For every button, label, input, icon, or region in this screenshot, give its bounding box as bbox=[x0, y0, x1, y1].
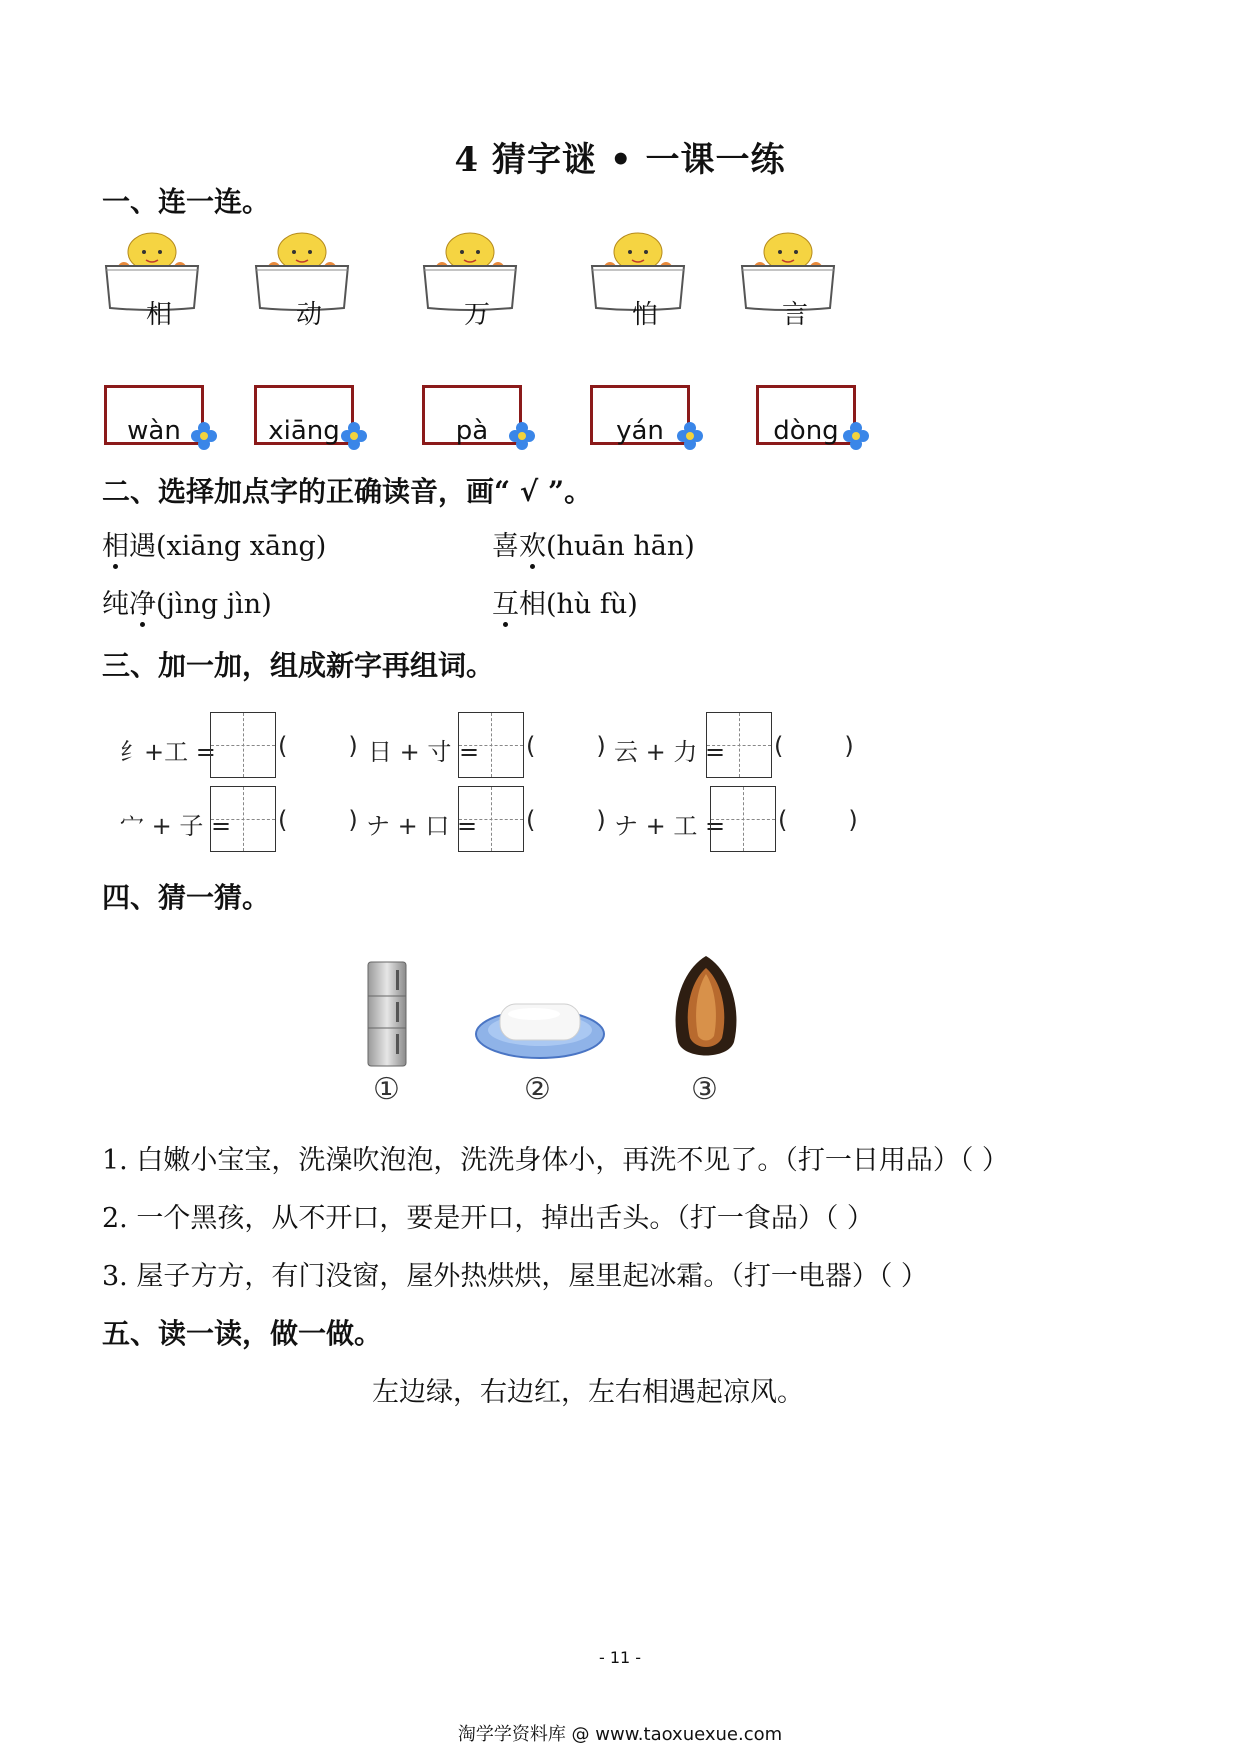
character-writing-box[interactable] bbox=[710, 786, 776, 852]
addition-expression: 云 + 力 = bbox=[614, 738, 726, 766]
addition-expression: ナ + 工 = bbox=[614, 812, 726, 840]
tub-child[interactable] bbox=[254, 232, 364, 332]
poem-line: 左边绿，右边红，左右相遇起凉风。 bbox=[372, 1377, 804, 1408]
tub-character: 相 bbox=[145, 300, 172, 330]
character-writing-box[interactable] bbox=[210, 712, 276, 778]
character-writing-box[interactable] bbox=[706, 712, 772, 778]
tub-character: 万 bbox=[463, 300, 490, 330]
reading-options: (jìng jìn) bbox=[156, 589, 272, 620]
tub-character: 动 bbox=[295, 300, 322, 330]
picture-label-1: ① bbox=[373, 1072, 400, 1107]
pinyin-text: yán bbox=[616, 416, 664, 446]
section-3-heading: 三、加一加，组成新字再组词。 bbox=[102, 649, 495, 682]
reading-item-1[interactable] bbox=[102, 524, 326, 563]
word-answer-blank[interactable]: ( ) bbox=[526, 806, 606, 834]
reading-options: 遇(xiāng xāng) bbox=[129, 531, 327, 562]
pinyin-box[interactable] bbox=[756, 385, 856, 445]
dotted-char: 净 bbox=[129, 582, 156, 621]
word-answer-blank[interactable]: ( ) bbox=[774, 732, 854, 760]
flower-icon bbox=[677, 420, 703, 456]
footer-brand: 淘学学资料库 @ www.taoxuexue.com bbox=[457, 1724, 783, 1745]
tub-character: 言 bbox=[781, 300, 808, 330]
word-answer-blank[interactable]: ( ) bbox=[278, 732, 358, 760]
flower-icon bbox=[843, 420, 869, 456]
soap-image bbox=[470, 990, 610, 1064]
refrigerator-image bbox=[366, 960, 410, 1070]
pinyin-text: wàn bbox=[127, 416, 181, 446]
pinyin-box[interactable] bbox=[104, 385, 204, 445]
dotted-char: 互 bbox=[492, 582, 519, 621]
section-1-heading: 一、连一连。 bbox=[102, 185, 271, 218]
reading-options: (huān hān) bbox=[546, 531, 695, 562]
riddle-1: 1. 白嫩小宝宝，洗澡吹泡泡，洗洗身体小，再洗不见了。（打一日用品）（ ） bbox=[102, 1145, 1009, 1176]
flower-icon bbox=[341, 420, 367, 456]
pinyin-box[interactable] bbox=[254, 385, 354, 445]
riddle-3: 3. 屋子方方，有门没窗，屋外热烘烘，屋里起冰霜。（打一电器）（ ） bbox=[102, 1261, 928, 1292]
addition-expression: ナ + 口 = bbox=[366, 812, 478, 840]
flower-icon bbox=[509, 420, 535, 456]
pinyin-text: dòng bbox=[773, 416, 839, 446]
dotted-char: 欢 bbox=[519, 524, 546, 563]
reading-item-3[interactable] bbox=[102, 582, 272, 621]
dotted-char: 相 bbox=[102, 524, 129, 563]
picture-label-2: ② bbox=[524, 1072, 551, 1107]
reading-options: 相(hù fù) bbox=[519, 589, 638, 620]
addition-expression: 日 + 寸 = bbox=[368, 738, 480, 766]
page-number: - 11 - bbox=[598, 1648, 642, 1667]
word-answer-blank[interactable]: ( ) bbox=[526, 732, 606, 760]
character-writing-box[interactable] bbox=[458, 712, 524, 778]
addition-expression: 宀 + 子 = bbox=[120, 812, 232, 840]
section-4-heading: 四、猜一猜。 bbox=[102, 881, 271, 914]
addition-expression: 纟+工 = bbox=[120, 738, 216, 766]
pinyin-box[interactable] bbox=[422, 385, 522, 445]
section-5-heading: 五、读一读，做一做。 bbox=[102, 1317, 383, 1350]
tub-child[interactable] bbox=[104, 232, 214, 332]
flower-icon bbox=[191, 420, 217, 456]
word-answer-blank[interactable]: ( ) bbox=[778, 806, 858, 834]
character-writing-box[interactable] bbox=[210, 786, 276, 852]
tub-child[interactable] bbox=[740, 232, 850, 332]
reading-item-2[interactable] bbox=[492, 524, 695, 563]
tub-character: 怕 bbox=[631, 300, 658, 330]
pinyin-text: xiāng bbox=[268, 416, 340, 446]
reading-item-4[interactable] bbox=[492, 582, 638, 621]
tub-child[interactable] bbox=[590, 232, 700, 332]
pinyin-box[interactable] bbox=[590, 385, 690, 445]
riddle-2: 2. 一个黑孩，从不开口，要是开口，掉出舌头。（打一食品）（ ） bbox=[102, 1203, 874, 1234]
tub-child[interactable] bbox=[422, 232, 532, 332]
picture-label-3: ③ bbox=[691, 1072, 718, 1107]
plain-char: 纯 bbox=[102, 589, 129, 620]
section-2-heading: 二、选择加点字的正确读音，画“ √ ”。 bbox=[102, 475, 593, 508]
word-answer-blank[interactable]: ( ) bbox=[278, 806, 358, 834]
character-writing-box[interactable] bbox=[458, 786, 524, 852]
page-title: 4 猜字谜 • 一课一练 bbox=[454, 140, 786, 180]
sunflower-seed-image bbox=[668, 952, 744, 1066]
pinyin-text: pà bbox=[455, 416, 489, 446]
plain-char: 喜 bbox=[492, 531, 519, 562]
